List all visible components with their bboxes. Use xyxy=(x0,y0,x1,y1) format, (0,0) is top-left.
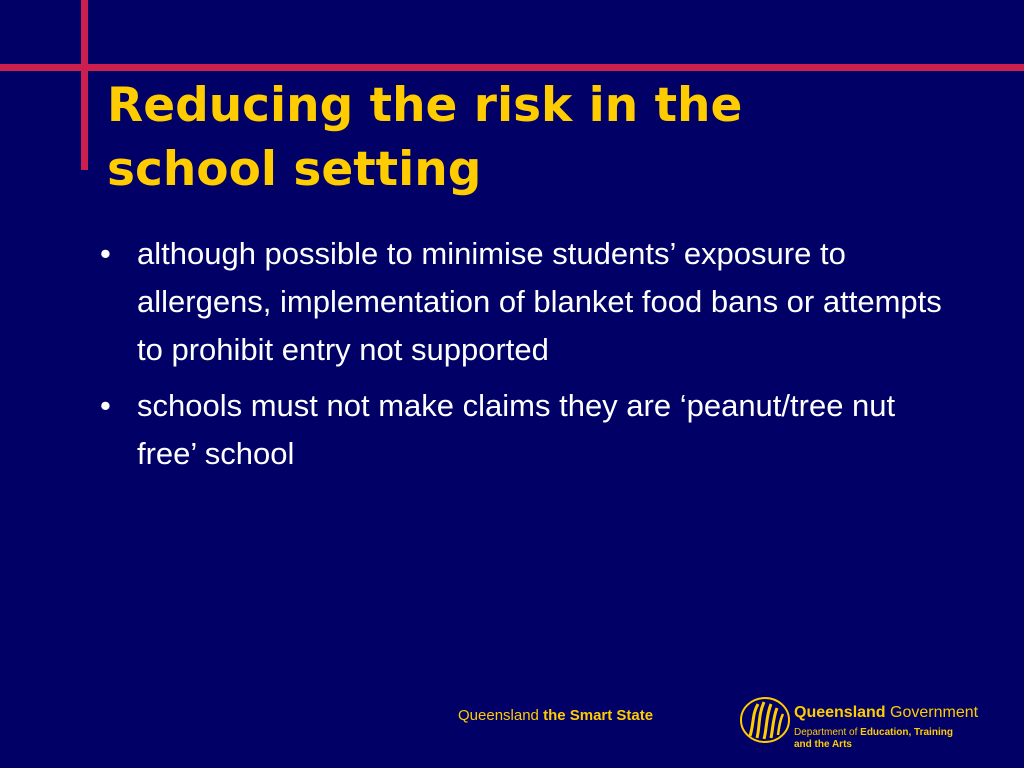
slide-title-line-2: school setting xyxy=(107,142,482,197)
bullet-item xyxy=(100,382,960,478)
slide-title-line-1: Reducing the risk in the xyxy=(107,78,743,133)
department-name-line-2: and the Arts xyxy=(794,739,852,750)
department-name-line-1: Education, Training xyxy=(860,727,953,738)
decorative-vertical-line xyxy=(81,0,88,170)
bullet-marker: • xyxy=(100,388,111,423)
footer-tagline xyxy=(458,707,653,724)
tagline-bold: the Smart State xyxy=(543,707,654,724)
bullet-text: although possible to minimise students’ exposure to allergens, implementation of blanket food bans or attempts to prohibit entry not supported xyxy=(137,236,942,367)
government-name xyxy=(794,704,978,722)
decorative-horizontal-line xyxy=(0,64,1024,71)
tagline-regular: Queensland xyxy=(458,707,539,724)
bullet-text: schools must not make claims they are ‘peanut/tree nut free’ school xyxy=(137,388,896,471)
queensland-government-logo xyxy=(738,690,998,760)
bullet-item xyxy=(100,230,960,374)
bullet-marker: • xyxy=(100,236,111,271)
government-name-regular: Government xyxy=(890,704,979,721)
slide-title xyxy=(107,74,987,202)
bullet-list xyxy=(100,230,960,486)
department-name xyxy=(794,727,953,751)
department-prefix: Department of xyxy=(794,727,858,738)
government-name-bold: Queensland xyxy=(794,704,886,721)
queensland-crest-icon xyxy=(738,690,792,760)
